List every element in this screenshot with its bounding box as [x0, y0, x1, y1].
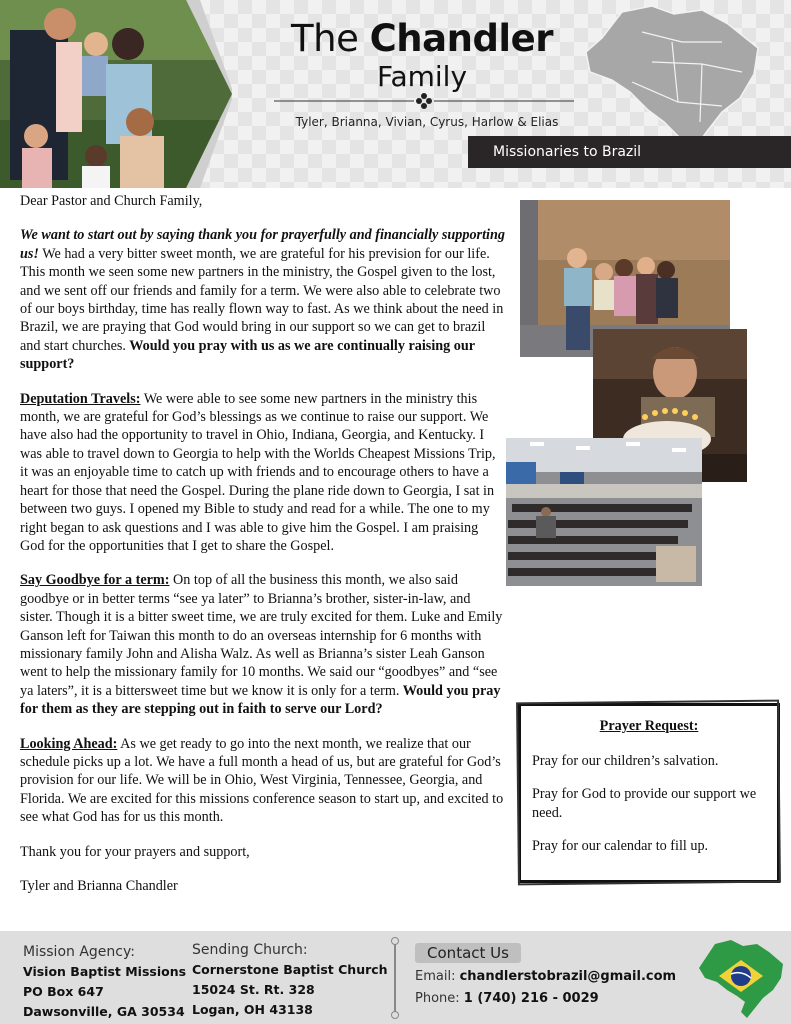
- banner-text: Missionaries to Brazil: [493, 144, 642, 160]
- footer-divider: [394, 941, 396, 1015]
- deputation-heading: Deputation Travels:: [20, 390, 141, 407]
- brazil-flag-map-icon: [697, 938, 785, 1020]
- agency-city: Dawsonville, GA 30534: [23, 1004, 185, 1019]
- agency-po-box: PO Box 647: [23, 984, 104, 999]
- agency-label: Mission Agency:: [23, 944, 135, 960]
- title-the: The: [291, 17, 359, 60]
- mission-agency: [23, 943, 186, 1022]
- contact-us-label: Contact Us: [415, 943, 521, 963]
- title-block: [262, 18, 582, 94]
- thanks-line: Thank you for your prayers and support,: [20, 843, 250, 860]
- sending-church: [192, 941, 388, 1020]
- email-label: Email:: [415, 969, 456, 984]
- prayer-item: Pray for our children’s salvation.: [532, 753, 719, 769]
- family-photo: [0, 0, 232, 188]
- title-family: Family: [376, 60, 468, 93]
- prayer-item: Pray for God to provide our support we need.: [532, 786, 757, 821]
- email-address[interactable]: chandlerstobrazil@gmail.com: [459, 969, 677, 984]
- deputation-paragraph: [20, 390, 506, 556]
- prayer-request-box: [518, 703, 780, 883]
- deputation-body: We were able to see some new partners in the ministry this month, we are grateful for God’s blessings as we continue to raise our support. We have also had the opportunity to travel in Ohio, Indiana, Georgia, and Kentucky. I was able to travel down to Georgia to help with the Worlds Cheapest Missions Trip, it was an enjoyable time to catch up with friends and to encourage others to have a heart for those that need the Gospel. During the plane ride down to Georgia, I sat in between two guys. I opened my Bible to study and read for a while. The one to my right began to ask questions and I was able to give him the Gospel. I am praising God for the opportunities that I get to share the Gospel.: [20, 390, 496, 554]
- intro-body: We had a very bitter sweet month, we are grateful for his prevision for our life. This month we seen some new partners in the ministry, the Gospel given to the lost, and we sent off our friends and family for a term. We were also able to celebrate two of our boys birthday, time has really flown way to fast. As we think about the need in Brazil, we are praying that God would bring in our support so we can get to brazil and start churches.: [20, 245, 504, 354]
- ornament-divider: [274, 92, 574, 110]
- phone-number[interactable]: 1 (740) 216 - 0029: [463, 991, 599, 1006]
- letterhead: [0, 0, 791, 188]
- missionaries-banner: [468, 136, 791, 168]
- phone-label: Phone:: [415, 991, 460, 1006]
- email-line: [415, 969, 676, 984]
- family-names: Tyler, Brianna, Vivian, Cyrus, Harlow & Elias: [295, 115, 559, 129]
- looking-ahead-body: As we get ready to go into the next month, we realize that our schedule picks up a lot. We have a full month a head of us, but are grateful for God’s provision for our life. We will be in Ohio, West Virginia, Tennessee, Georgia, and Florida. We are excited for this missions conference season to start up, and excited to see what God has for us this month.: [20, 735, 504, 826]
- church-label: Sending Church:: [192, 942, 308, 958]
- goodbye-paragraph: [20, 571, 506, 718]
- letter-body: [20, 192, 506, 911]
- looking-ahead-paragraph: [20, 735, 506, 827]
- church-name: Cornerstone Baptist Church: [192, 962, 388, 977]
- agency-name: Vision Baptist Missions: [23, 964, 187, 979]
- greeting: Dear Pastor and Church Family,: [20, 193, 203, 209]
- church-city: Logan, OH 43138: [192, 1002, 313, 1017]
- goodbye-body: On top of all the business this month, we also said goodbye or in better terms “see ya later” to Brianna’s brother, sister-in-law, and sister. Though it is a bitter sweet time, we are truly excited for them. Luke and Emily Ganson left for Taiwan this month to do an overseas internship for 6 months with missionary family John and Alisha Walz. As well as Brianna’s sister Leah Ganson went to help the missionary family for 10 months. We said our “goodbyes” and “see ya laters”, it is a bittersweet time but we know it is only for a term.: [20, 572, 503, 699]
- looking-ahead-heading: Looking Ahead:: [20, 735, 118, 752]
- prayer-title: Prayer Request:: [599, 718, 699, 734]
- intro-paragraph: [20, 226, 506, 373]
- prayer-item: Pray for our calendar to fill up.: [532, 838, 709, 855]
- signature: Tyler and Brianna Chandler: [20, 878, 178, 894]
- goodbye-heading: Say Goodbye for a term:: [20, 572, 170, 589]
- phone-line: [415, 991, 599, 1006]
- footer: [0, 931, 791, 1024]
- title-name: Chandler: [369, 17, 553, 60]
- goodbye-close: Would you pray for them as they are stepping out in faith to serve our Lord?: [20, 682, 501, 718]
- intro-lead: We want to start out by saying thank you for prayerfully and financially supporting us!: [20, 227, 505, 262]
- page-title: [262, 18, 582, 60]
- intro-close: Would you pray with us as we are continually raising our support?: [20, 337, 475, 373]
- church-conference-photo: [506, 438, 702, 586]
- church-street: 15024 St. Rt. 328: [192, 982, 315, 997]
